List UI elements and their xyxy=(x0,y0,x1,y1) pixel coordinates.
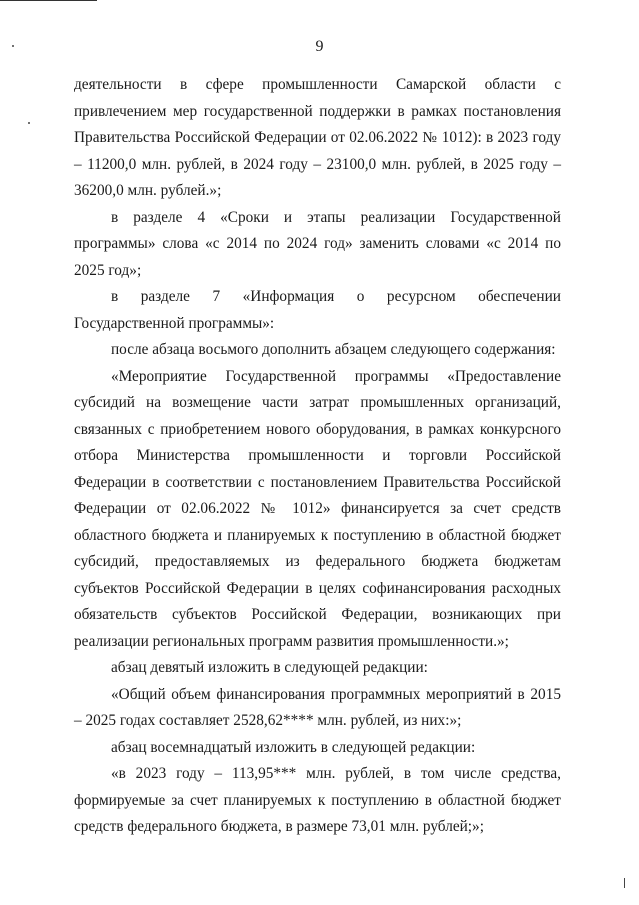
scan-speck xyxy=(624,878,625,888)
paragraph: абзац восемнадцатый изложить в следующей редакции: xyxy=(111,738,476,756)
scan-speck xyxy=(28,122,30,124)
paragraph: в разделе 4 «Сроки и этапы реализации Государственной программы» слова «с 2014 по 2024 год» заменить словами «с 2014 по 2025 год»; xyxy=(74,208,561,279)
paragraph: в разделе 7 «Информация о ресурсном обеспечении Государственной программы»: xyxy=(74,288,561,332)
paragraph: «в 2023 году – 113,95*** млн. рублей, в том числе средства, формируемые за счет планируемых к поступлению в областной бюджет средств федерального бюджета, в размере 73,01 млн. рублей;»; xyxy=(74,765,561,835)
document-body xyxy=(74,72,561,841)
paragraph: «Общий объем финансирования программных мероприятий в 2015 – 2025 годах составляет 2528,62**** млн. рублей, из них:»; xyxy=(74,685,561,729)
paragraph: деятельности в сфере промышленности Самарской области с привлечением мер государственной поддержки в рамках постановления Правительства Российской Федерации от 02.06.2022 № 1012): в 2023 году – 11200,0 млн. рублей, в 2024 году – 23100,0 млн. рублей, в 2025 году – 36200,0 млн. рублей.»; xyxy=(74,76,561,199)
paragraph: «Мероприятие Государственной программы «Предоставление субсидий на возмещение части затрат промышленных организаций, связанных с приобретением нового оборудования, в рамках конкурсного отбора Министерства промышленности и торговли Российской Федерации в соответствии с постановлением Правительства Российской Федерации от 02.06.2022 № 1012» финансируется за счет средств областного бюджета и планируемых к поступлению в областной бюджет субсидий, предоставляемых из федерального бюджета бюджетам субъектов Российской Федерации в целях софинансирования расходных обязательств субъектов Российской Федерации, возникающих при реализации региональных программ развития промышленности.»; xyxy=(74,367,561,650)
paragraph: после абзаца восьмого дополнить абзацем следующего содержания: xyxy=(111,341,556,358)
paragraph: абзац девятый изложить в следующей редакции: xyxy=(111,659,428,676)
page-number: 9 xyxy=(315,38,324,55)
top-edge-rule xyxy=(0,0,97,1)
